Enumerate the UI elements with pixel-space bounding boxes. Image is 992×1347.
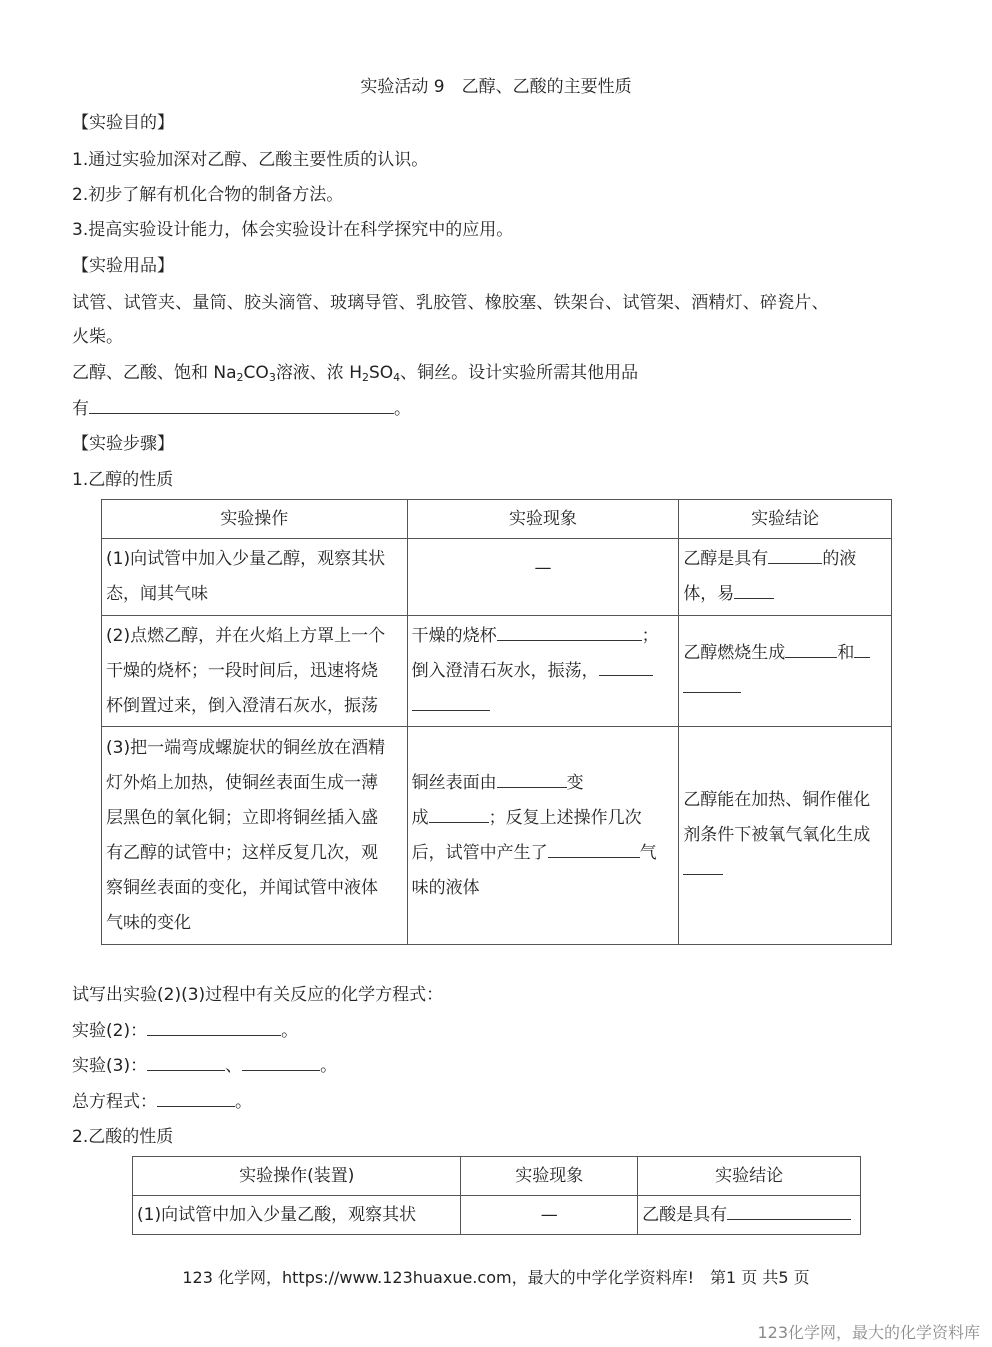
table-header: 实验结论 [638,1157,861,1196]
purpose-heading: 【实验目的】 [72,113,174,133]
materials-heading: 【实验用品】 [72,256,174,276]
answer-blank[interactable] [412,692,490,711]
table-header: 实验现象 [407,500,679,539]
answer-blank[interactable] [429,804,489,823]
answer-blank[interactable] [548,839,640,858]
answer-blank[interactable] [497,769,567,788]
materials-list: 试管、试管夹、量筒、胶头滴管、玻璃导管、乳胶管、橡胶塞、铁架台、试管架、酒精灯、碎瓷片、 [72,293,829,313]
phenomenon-cell: — [407,539,679,616]
answer-blank[interactable] [785,639,837,658]
steps-heading: 【实验步骤】 [72,434,174,454]
answer-blank[interactable] [599,657,653,676]
phenomenon-cell: — [461,1196,638,1235]
table-row [133,1196,861,1235]
acetic-acid-table [132,1156,861,1235]
answer-blank[interactable] [497,622,642,641]
conclusion-cell: 乙醇能在加热、铜作催化 剂条件下被氧气氧化生成 [679,727,892,945]
answer-blank[interactable] [734,580,774,599]
conclusion-cell: 乙醇是具有 的液 体，易 [679,539,892,616]
table-row [102,616,892,727]
part1-heading: 1.乙醇的性质 [72,470,174,490]
page-footer: 123 化学网，https://www.123huaxue.com，最大的中学化学资料库! 第1 页 共5 页 [182,1268,810,1287]
part2-heading: 2.乙酸的性质 [72,1127,174,1147]
page-title: 实验活动 9 乙醇、乙酸的主要性质 [360,77,632,97]
equations-prompt: 试写出实验(2)(3)过程中有关反应的化学方程式： [72,985,444,1005]
purpose-item: 2.初步了解有机化合物的制备方法。 [72,185,344,205]
chemicals-line: 乙醇、乙酸、饱和 $Na_2CO_3$溶液、浓 $H_2SO_4$、铜丝。设计实验所需其他用品 [72,363,639,384]
table-row [102,539,892,616]
answer-blank[interactable] [727,1201,851,1220]
materials-list-cont: 火柴。 [72,327,123,347]
answer-blank[interactable] [147,1052,225,1071]
answer-blank[interactable] [683,856,723,875]
table-header: 实验现象 [461,1157,638,1196]
other-materials-line: 有 。 [72,394,411,419]
operation-cell: (2)点燃乙醇，并在火焰上方罩上一个 干燥的烧杯；一段时间后，迅速将烧 杯倒置过来，倒入澄清石灰水，振荡 [102,616,408,727]
equation-line-exp3: 实验(3)： 、 。 [72,1051,337,1076]
answer-blank[interactable] [147,1017,281,1036]
operation-cell: (1)向试管中加入少量乙酸，观察其状 [133,1196,461,1235]
watermark: 123化学网，最大的化学资料库 [757,1323,980,1342]
answer-blank[interactable] [683,674,741,693]
table-header: 实验操作 [102,500,408,539]
table-row [102,727,892,945]
answer-blank[interactable] [89,395,394,414]
table-header: 实验结论 [679,500,892,539]
phenomenon-cell: 铜丝表面由 变 成 ；反复上述操作几次 后，试管中产生了 气 味的液体 [407,727,679,945]
equation-line-total: 总方程式： 。 [72,1087,252,1112]
purpose-item: 3.提高实验设计能力，体会实验设计在科学探究中的应用。 [72,220,514,240]
answer-blank[interactable] [242,1052,320,1071]
answer-blank[interactable] [157,1088,235,1107]
conclusion-cell: 乙醇燃烧生成 和 [679,616,892,727]
equation-line-exp2: 实验(2)： 。 [72,1016,298,1041]
ethanol-table [101,499,892,945]
operation-cell: (3)把一端弯成螺旋状的铜丝放在酒精 灯外焰上加热，使铜丝表面生成一薄 层黑色的氧化铜；立即将铜丝插入盛 有乙醇的试管中；这样反复几次，观 察铜丝表面的变化，并闻试管中液体 气味的变化 [102,727,408,945]
phenomenon-cell: 干燥的烧杯 ； 倒入澄清石灰水，振荡， [407,616,679,727]
conclusion-cell: 乙酸是具有 [638,1196,861,1235]
answer-blank[interactable] [854,639,870,658]
table-header: 实验操作(装置) [133,1157,461,1196]
operation-cell: (1)向试管中加入少量乙醇，观察其状 态，闻其气味 [102,539,408,616]
purpose-item: 1.通过实验加深对乙醇、乙酸主要性质的认识。 [72,150,429,170]
answer-blank[interactable] [768,545,822,564]
